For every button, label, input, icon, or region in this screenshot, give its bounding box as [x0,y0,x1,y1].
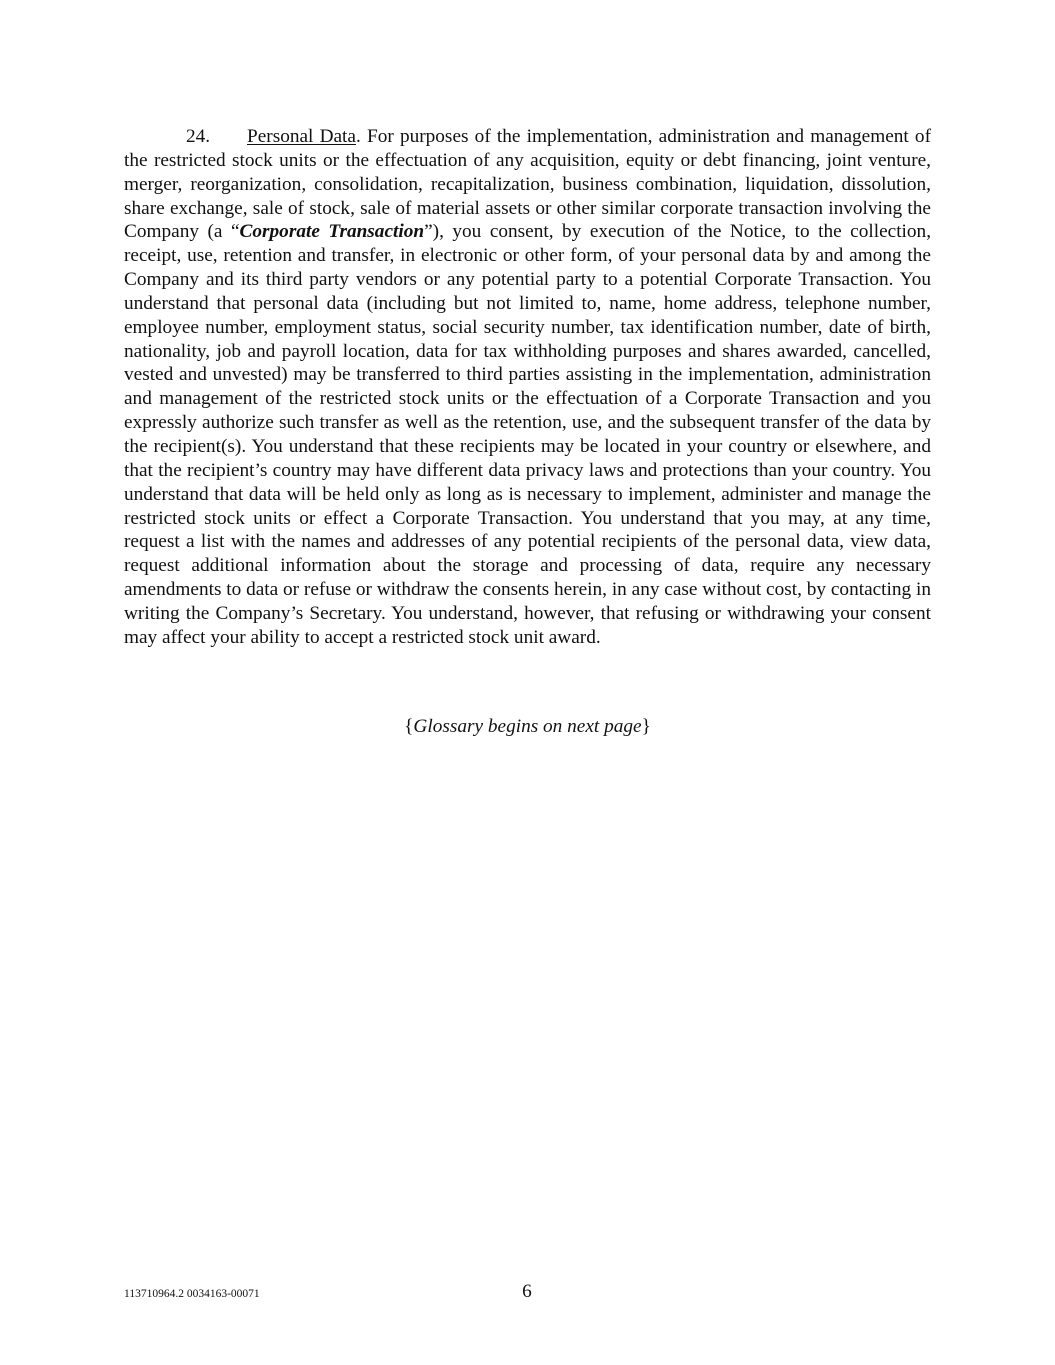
note-text: Glossary begins on next page [413,716,642,737]
footer-document-id: 113710964.2 0034163-00071 [124,1288,260,1300]
section-24-personal-data [124,125,931,650]
section-number: 24. [186,126,211,147]
defined-term: Corporate Transaction [239,221,425,243]
footer-page-number: 6 [522,1281,532,1302]
section-text-part-1: For purposes of the implementation, administration and management of the restricted stock units or the effectuation of any acquisition, equity or debt financing, joint venture, merger, reorganization, consolidation, recapitalization, business combination, liquidation, dissolution, share exchange, sale of stock, sale of material assets or other similar corporate transaction involving the Company (a “ [124,126,931,243]
section-text-part-2: ”), you consent, by execution of the Notice, to the collection, receipt, use, retention and transfer, in electronic or other form, of your personal data by and among the Company and its third party vendors or any potential party to a potential Corporate Transaction. You understand that personal data (including but not limited to, name, home address, telephone number, employee number, employment status, social security number, tax identification number, date of birth, nationality, job and payroll location, data for tax withholding purposes and shares awarded, cancelled, vested and unvested) may be transferred to third parties assisting in the implementation, administration and management of the restricted stock units or the effectuation of a Corporate Transaction and you expressly authorize such transfer as well as the retention, use, and the subsequent transfer of the data by the recipient(s). You understand that these recipients may be located in your country or elsewhere, and that the recipient’s country may have different data privacy laws and protections than your country. You understand that data will be held only as long as is necessary to implement, administer and manage the restricted stock units or effect a Corporate Transaction. You understand that you may, at any time, request a list with the names and addresses of any potential recipients of the personal data, view data, request additional information about the storage and processing of data, require any necessary amendments to data or refuse or withdraw the consents herein, in any case without cost, by contacting in writing the Company’s Secretary. You understand, however, that refusing or withdrawing your consent may affect your ability to accept a restricted stock unit award. [124,221,932,648]
note-close-brace: } [641,716,651,737]
section-heading: Personal Data [247,126,356,147]
glossary-continuation-note [124,715,931,739]
heading-period: . [355,126,361,147]
note-open-brace: { [404,716,414,737]
